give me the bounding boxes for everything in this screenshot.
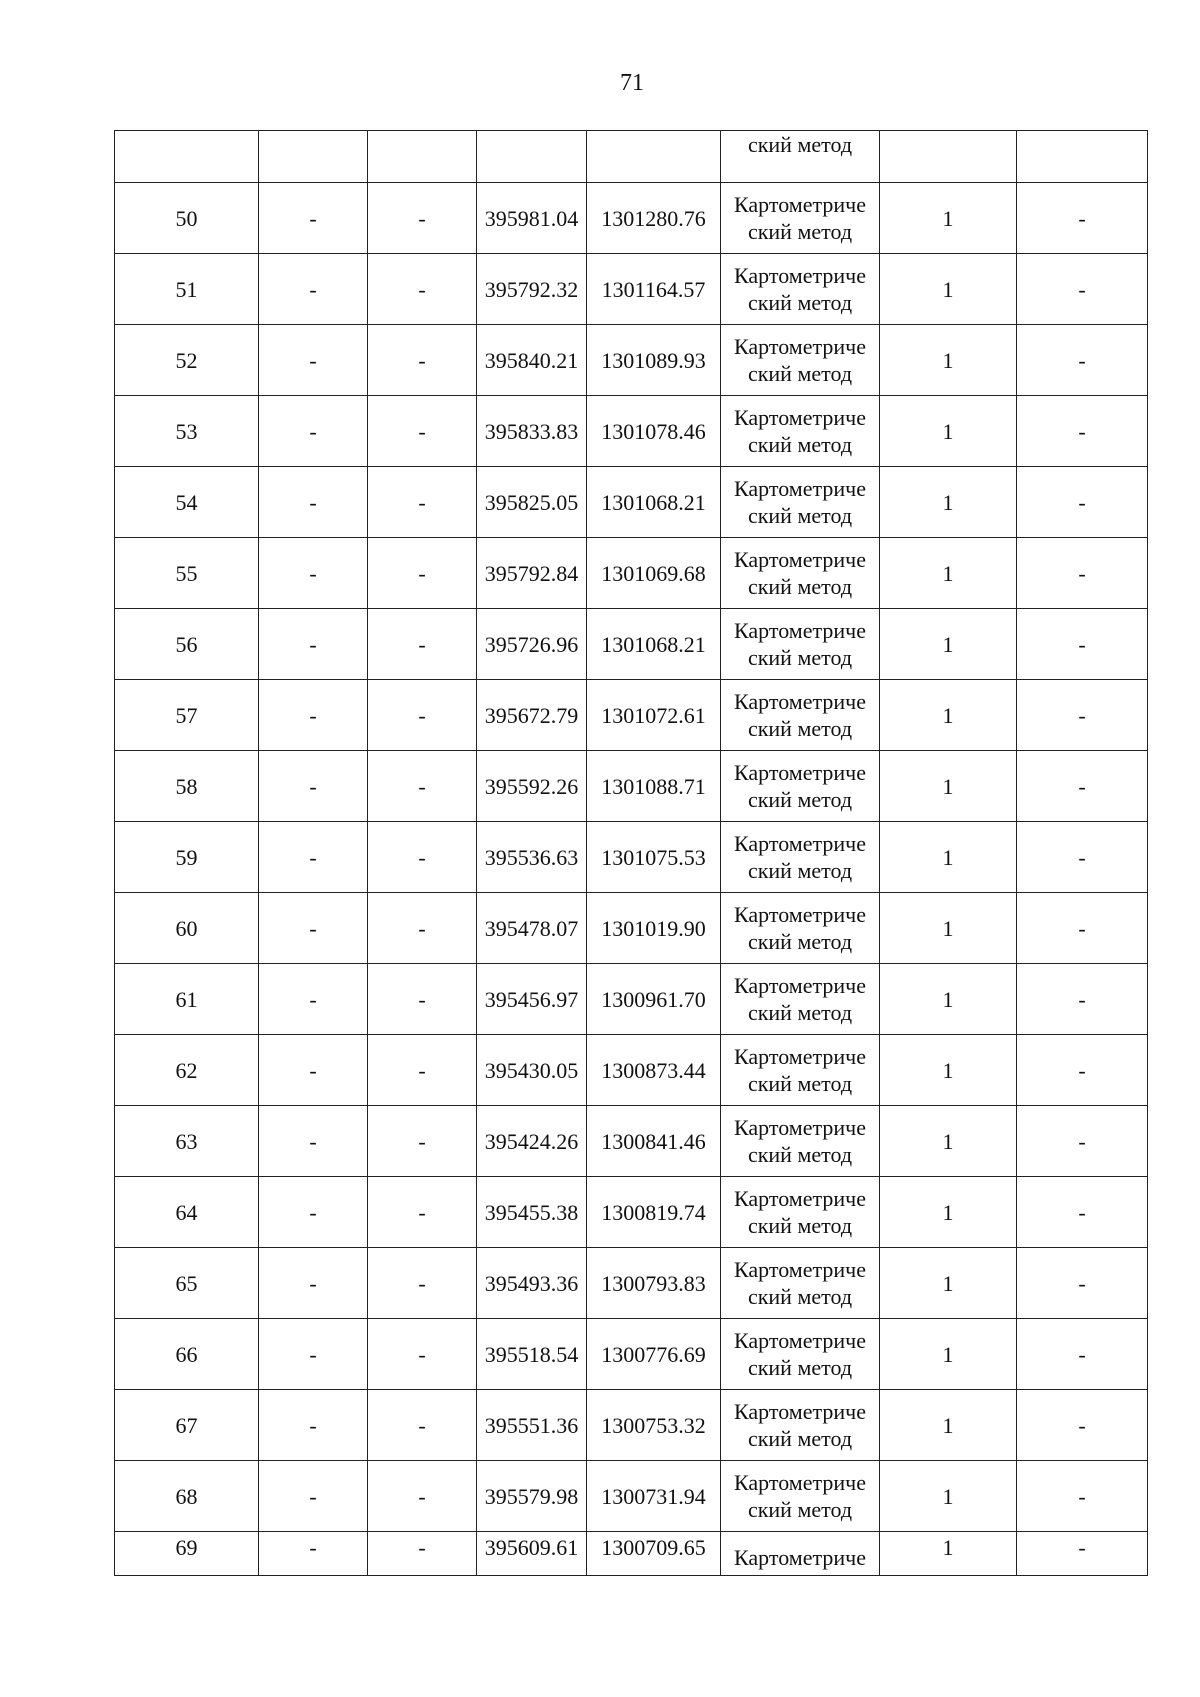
cell-method: [721, 183, 880, 254]
cell-method: [721, 1177, 880, 1248]
cell-accuracy: 1: [880, 467, 1017, 538]
method-line2: ский метод: [747, 361, 853, 386]
method-line1: Картометриче: [734, 1115, 866, 1140]
cell-c2: -: [259, 1106, 368, 1177]
cell-y: 1301068.21: [587, 609, 721, 680]
cell-method: [721, 609, 880, 680]
cell-num: 66: [115, 1319, 259, 1390]
cell-method: [721, 893, 880, 964]
cell-y: 1300731.94: [587, 1461, 721, 1532]
cell-accuracy: 1: [880, 538, 1017, 609]
cell-num: 68: [115, 1461, 259, 1532]
method-line2: ский метод: [747, 290, 853, 315]
cell-c2: -: [259, 893, 368, 964]
cell-c2: -: [259, 396, 368, 467]
cell-c3: -: [368, 1035, 477, 1106]
table-row: [115, 893, 1148, 964]
cell-note: -: [1017, 822, 1148, 893]
cell-method: [721, 822, 880, 893]
method-line2: ский метод: [747, 1071, 853, 1096]
cell-accuracy: 1: [880, 1532, 1017, 1576]
cell-note: -: [1017, 467, 1148, 538]
cell-c2: -: [259, 1532, 368, 1576]
cell-x: 395536.63: [477, 822, 587, 893]
cell-accuracy: 1: [880, 1390, 1017, 1461]
cell-accuracy: 1: [880, 325, 1017, 396]
cell-c3: [368, 131, 477, 183]
cell-method: [721, 1390, 880, 1461]
cell-accuracy: 1: [880, 1461, 1017, 1532]
cell-y: 1300841.46: [587, 1106, 721, 1177]
cell-y: 1300793.83: [587, 1248, 721, 1319]
cell-num: 61: [115, 964, 259, 1035]
cell-x: 395726.96: [477, 609, 587, 680]
table-row: [115, 680, 1148, 751]
method-line1: Картометриче: [734, 334, 866, 359]
cell-note: -: [1017, 325, 1148, 396]
cell-c3: -: [368, 1390, 477, 1461]
method-line1: Картометриче: [734, 1257, 866, 1282]
cell-note: -: [1017, 1532, 1148, 1576]
method-line1: Картометриче: [734, 1399, 866, 1424]
cell-c2: -: [259, 325, 368, 396]
cell-x: 395672.79: [477, 680, 587, 751]
table-row: [115, 254, 1148, 325]
cell-method: [721, 467, 880, 538]
cell-y: 1301089.93: [587, 325, 721, 396]
method-line2: ский метод: [747, 1213, 853, 1238]
cell-accuracy: 1: [880, 254, 1017, 325]
cell-c3: -: [368, 1177, 477, 1248]
table-row: [115, 822, 1148, 893]
cell-num: 59: [115, 822, 259, 893]
method-line2: ский метод: [747, 432, 853, 457]
cell-y: 1301019.90: [587, 893, 721, 964]
cell-x: 395478.07: [477, 893, 587, 964]
method-line2: ский метод: [747, 645, 853, 670]
cell-note: -: [1017, 183, 1148, 254]
cell-x: 395840.21: [477, 325, 587, 396]
cell-c2: -: [259, 1248, 368, 1319]
cell-method: [721, 1248, 880, 1319]
cell-accuracy: 1: [880, 1177, 1017, 1248]
method-line2: ский метод: [747, 503, 853, 528]
method-line2: ский метод: [747, 787, 853, 812]
cell-c3: -: [368, 254, 477, 325]
method-line2: ский метод: [747, 716, 853, 741]
cell-x: [477, 131, 587, 183]
cell-num: 53: [115, 396, 259, 467]
cell-method: [721, 254, 880, 325]
cell-accuracy: 1: [880, 680, 1017, 751]
table-row: [115, 1319, 1148, 1390]
cell-c2: -: [259, 822, 368, 893]
cell-y: 1300873.44: [587, 1035, 721, 1106]
method-line1: Картометриче: [734, 1044, 866, 1069]
table-row: [115, 538, 1148, 609]
cell-note: -: [1017, 396, 1148, 467]
cell-method: [721, 964, 880, 1035]
table-row: [115, 467, 1148, 538]
cell-num: 50: [115, 183, 259, 254]
cell-note: -: [1017, 751, 1148, 822]
cell-accuracy: 1: [880, 1035, 1017, 1106]
cell-c2: -: [259, 1390, 368, 1461]
cell-accuracy: 1: [880, 1319, 1017, 1390]
cell-x: 395430.05: [477, 1035, 587, 1106]
table-row: [115, 751, 1148, 822]
cell-c2: -: [259, 1461, 368, 1532]
table-row: [115, 325, 1148, 396]
cell-num: 60: [115, 893, 259, 964]
cell-y: 1300709.65: [587, 1532, 721, 1576]
method-line1: Картометриче: [734, 476, 866, 501]
cell-accuracy: 1: [880, 183, 1017, 254]
cell-note: [1017, 131, 1148, 183]
cell-c3: -: [368, 964, 477, 1035]
cell-num: 69: [115, 1532, 259, 1576]
method-line2: ский метод: [747, 1000, 853, 1025]
cell-c3: -: [368, 751, 477, 822]
cell-y: 1301280.76: [587, 183, 721, 254]
cell-y: 1301068.21: [587, 467, 721, 538]
cell-c3: -: [368, 1319, 477, 1390]
method-line1: Картометриче: [734, 1186, 866, 1211]
cell-num: 67: [115, 1390, 259, 1461]
cell-y: 1301075.53: [587, 822, 721, 893]
cell-y: 1301072.61: [587, 680, 721, 751]
method-line1: Картометриче: [734, 192, 866, 217]
cell-c3: -: [368, 1248, 477, 1319]
cell-c2: -: [259, 609, 368, 680]
cell-c2: -: [259, 183, 368, 254]
cell-x: 395579.98: [477, 1461, 587, 1532]
cell-c3: -: [368, 396, 477, 467]
cell-note: -: [1017, 680, 1148, 751]
cell-num: 65: [115, 1248, 259, 1319]
cell-note: -: [1017, 964, 1148, 1035]
cell-method: [721, 1035, 880, 1106]
cell-c2: -: [259, 1035, 368, 1106]
table-body: [115, 131, 1148, 1576]
method-line2: ский метод: [747, 929, 853, 954]
method-line1: Картометриче: [734, 973, 866, 998]
cell-c2: -: [259, 1177, 368, 1248]
table-row: [115, 1248, 1148, 1319]
method-line1: Картометриче: [734, 689, 866, 714]
table-row: [115, 964, 1148, 1035]
cell-note: -: [1017, 609, 1148, 680]
table-row: [115, 1106, 1148, 1177]
cell-c3: -: [368, 680, 477, 751]
cell-c3: -: [368, 467, 477, 538]
cell-num: 57: [115, 680, 259, 751]
method-line2: ский метод: [747, 1142, 853, 1167]
method-line2: ский метод: [747, 858, 853, 883]
cell-x: 395981.04: [477, 183, 587, 254]
cell-y: 1300776.69: [587, 1319, 721, 1390]
cell-y: 1301069.68: [587, 538, 721, 609]
table-row: [115, 183, 1148, 254]
cell-method: [721, 680, 880, 751]
cell-x: 395792.84: [477, 538, 587, 609]
cell-x: 395825.05: [477, 467, 587, 538]
cell-y: 1301078.46: [587, 396, 721, 467]
method-line1: Картометриче: [734, 547, 866, 572]
method-line1: Картометриче: [734, 1328, 866, 1353]
cell-x: 395609.61: [477, 1532, 587, 1576]
cell-num: 58: [115, 751, 259, 822]
table-row: [115, 1177, 1148, 1248]
cell-accuracy: 1: [880, 964, 1017, 1035]
cell-note: -: [1017, 893, 1148, 964]
cell-num: 51: [115, 254, 259, 325]
cell-c3: -: [368, 1106, 477, 1177]
cell-note: -: [1017, 1106, 1148, 1177]
method-line1: Картометриче: [734, 405, 866, 430]
cell-accuracy: 1: [880, 751, 1017, 822]
cell-method: [721, 1461, 880, 1532]
cell-method: [721, 131, 880, 183]
cell-c3: -: [368, 893, 477, 964]
table-row: [115, 1035, 1148, 1106]
cell-num: 63: [115, 1106, 259, 1177]
cell-c3: -: [368, 822, 477, 893]
cell-method: [721, 751, 880, 822]
method-line2: ский метод: [747, 1426, 853, 1451]
cell-c2: [259, 131, 368, 183]
cell-method: [721, 325, 880, 396]
cell-method: [721, 396, 880, 467]
cell-y: 1300753.32: [587, 1390, 721, 1461]
method-continuation: ский метод: [747, 132, 853, 157]
method-line1: Картометриче: [734, 1470, 866, 1495]
method-line1: Картометриче: [734, 760, 866, 785]
cell-c2: -: [259, 964, 368, 1035]
cell-y: [587, 131, 721, 183]
cell-num: [115, 131, 259, 183]
cell-num: 55: [115, 538, 259, 609]
cell-note: -: [1017, 1390, 1148, 1461]
cell-c3: -: [368, 325, 477, 396]
cell-method: [721, 1532, 880, 1576]
cell-num: 52: [115, 325, 259, 396]
method-line1: Картометриче: [734, 831, 866, 856]
cell-c3: -: [368, 609, 477, 680]
cell-note: -: [1017, 1319, 1148, 1390]
cell-x: 395592.26: [477, 751, 587, 822]
method-line2: ский метод: [747, 1497, 853, 1522]
method-line2: ский метод: [747, 574, 853, 599]
cell-note: -: [1017, 1035, 1148, 1106]
cell-c2: -: [259, 680, 368, 751]
cell-num: 54: [115, 467, 259, 538]
method-line1: Картометриче: [734, 1545, 866, 1570]
cell-c3: -: [368, 183, 477, 254]
cell-note: -: [1017, 254, 1148, 325]
cell-y: 1301088.71: [587, 751, 721, 822]
cell-x: 395551.36: [477, 1390, 587, 1461]
cell-x: 395792.32: [477, 254, 587, 325]
table-row: [115, 1532, 1148, 1576]
cell-y: 1301164.57: [587, 254, 721, 325]
table-row: [115, 609, 1148, 680]
cell-c2: -: [259, 1319, 368, 1390]
cell-x: 395456.97: [477, 964, 587, 1035]
method-line2: ский метод: [747, 219, 853, 244]
cell-accuracy: 1: [880, 396, 1017, 467]
cell-c3: -: [368, 1532, 477, 1576]
cell-note: -: [1017, 538, 1148, 609]
cell-method: [721, 1319, 880, 1390]
method-line2: ский метод: [747, 1284, 853, 1309]
cell-x: 395518.54: [477, 1319, 587, 1390]
cell-c3: -: [368, 538, 477, 609]
cell-c2: -: [259, 254, 368, 325]
cell-c2: -: [259, 751, 368, 822]
cell-note: -: [1017, 1248, 1148, 1319]
cell-c3: -: [368, 1461, 477, 1532]
table-row: [115, 1461, 1148, 1532]
table-row: [115, 396, 1148, 467]
cell-x: 395493.36: [477, 1248, 587, 1319]
cell-method: [721, 1106, 880, 1177]
cell-c2: -: [259, 467, 368, 538]
table-row: [115, 1390, 1148, 1461]
table-row-continuation: [115, 131, 1148, 183]
method-line1: Картометриче: [734, 263, 866, 288]
cell-x: 395833.83: [477, 396, 587, 467]
cell-accuracy: [880, 131, 1017, 183]
cell-accuracy: 1: [880, 893, 1017, 964]
cell-num: 64: [115, 1177, 259, 1248]
cell-num: 56: [115, 609, 259, 680]
cell-accuracy: 1: [880, 1248, 1017, 1319]
cell-note: -: [1017, 1461, 1148, 1532]
cell-y: 1300961.70: [587, 964, 721, 1035]
method-line2: ский метод: [747, 1355, 853, 1380]
cell-accuracy: 1: [880, 822, 1017, 893]
cell-accuracy: 1: [880, 609, 1017, 680]
cell-x: 395455.38: [477, 1177, 587, 1248]
cell-c2: -: [259, 538, 368, 609]
page-number: 71: [620, 70, 644, 96]
cell-note: -: [1017, 1177, 1148, 1248]
coordinates-table: [114, 130, 1148, 1576]
cell-num: 62: [115, 1035, 259, 1106]
cell-accuracy: 1: [880, 1106, 1017, 1177]
method-line1: Картометриче: [734, 902, 866, 927]
cell-x: 395424.26: [477, 1106, 587, 1177]
cell-method: [721, 538, 880, 609]
cell-y: 1300819.74: [587, 1177, 721, 1248]
method-line1: Картометриче: [734, 618, 866, 643]
